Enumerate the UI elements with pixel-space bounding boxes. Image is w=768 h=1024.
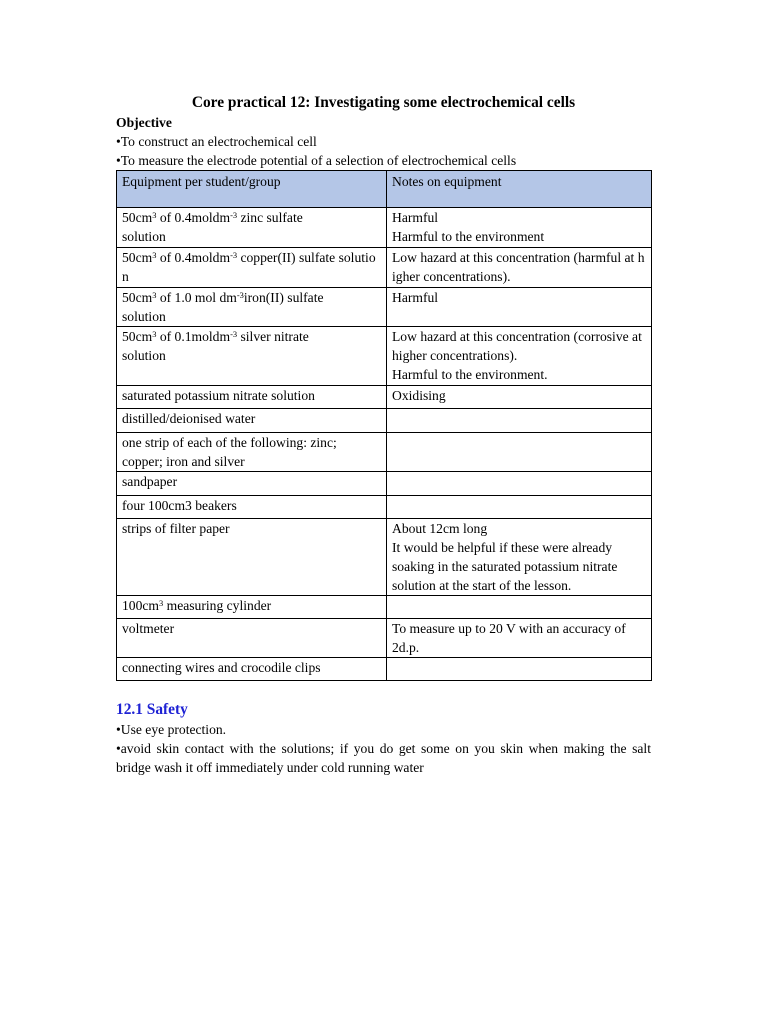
cell-text: Harmful to the environment. bbox=[392, 367, 548, 382]
equipment-cell bbox=[117, 433, 387, 472]
bullet-marker: • bbox=[116, 153, 121, 168]
cell-text: solution at the start of the lesson. bbox=[392, 578, 572, 593]
cell-text: distilled/deionised water bbox=[122, 411, 256, 426]
cell-line bbox=[122, 346, 381, 365]
superscript: 3 bbox=[152, 289, 157, 300]
cell-text: one strip of each of the following: zinc; bbox=[122, 435, 337, 450]
equipment-cell bbox=[117, 327, 387, 386]
cell-line bbox=[392, 638, 646, 657]
table-row bbox=[117, 658, 652, 681]
table-row bbox=[117, 327, 652, 386]
equipment-cell bbox=[117, 248, 387, 288]
cell-text: 50cm bbox=[122, 329, 153, 344]
objective-bullet bbox=[116, 132, 651, 151]
notes-cell bbox=[387, 658, 652, 681]
cell-line bbox=[122, 433, 381, 452]
safety-bullet bbox=[116, 739, 651, 758]
cell-text: 50cm bbox=[122, 290, 153, 305]
cell-line bbox=[392, 538, 646, 557]
cell-text: of 0.4moldm bbox=[156, 210, 231, 225]
cell-text: voltmeter bbox=[122, 621, 175, 636]
notes-cell bbox=[387, 433, 652, 472]
objective-heading: Objective bbox=[116, 115, 172, 130]
notes-cell bbox=[387, 327, 652, 386]
table-row bbox=[117, 496, 652, 519]
notes-cell bbox=[387, 208, 652, 248]
notes-cell bbox=[387, 619, 652, 658]
cell-line bbox=[392, 619, 646, 638]
superscript: 3 bbox=[159, 597, 164, 608]
header-text: Equipment per student/group bbox=[122, 174, 281, 189]
document-page bbox=[116, 93, 651, 777]
cell-line bbox=[392, 208, 646, 227]
table-row bbox=[117, 433, 652, 472]
safety-bullet bbox=[116, 720, 651, 739]
cell-line bbox=[122, 327, 381, 346]
superscript: -3 bbox=[236, 289, 244, 300]
cell-line bbox=[392, 227, 646, 246]
cell-text: sandpaper bbox=[122, 474, 178, 489]
safety-bullet-continuation bbox=[116, 758, 651, 777]
table-header-row bbox=[117, 171, 652, 208]
superscript: -3 bbox=[230, 209, 238, 220]
safety-heading: 12.1 Safety bbox=[116, 701, 188, 718]
equipment-cell bbox=[117, 596, 387, 619]
notes-cell bbox=[387, 409, 652, 433]
page-title: Core practical 12: Investigating some electrochemical cells bbox=[191, 94, 576, 111]
cell-text: soaking in the saturated potassium nitrate bbox=[392, 559, 618, 574]
equipment-cell bbox=[117, 409, 387, 433]
table-row bbox=[117, 208, 652, 248]
cell-text: saturated potassium nitrate solution bbox=[122, 388, 315, 403]
cell-text: iron(II) sulfate bbox=[243, 290, 324, 305]
equipment-header bbox=[117, 171, 387, 208]
cell-line bbox=[122, 307, 381, 326]
equipment-table bbox=[116, 170, 652, 681]
cell-text: of 0.1moldm bbox=[156, 329, 231, 344]
cell-line bbox=[392, 248, 646, 267]
notes-cell bbox=[387, 496, 652, 519]
safety-bullet-text: avoid skin contact with the solutions; if you do get some on you skin when making the salt bbox=[120, 741, 651, 756]
cell-line bbox=[122, 619, 381, 638]
cell-text: of 1.0 mol dm bbox=[156, 290, 237, 305]
table-row bbox=[117, 409, 652, 433]
notes-cell bbox=[387, 288, 652, 327]
cell-text: solution bbox=[122, 348, 166, 363]
cell-text: 50cm bbox=[122, 250, 153, 265]
notes-cell bbox=[387, 596, 652, 619]
equipment-cell bbox=[117, 619, 387, 658]
equipment-cell bbox=[117, 472, 387, 496]
table-row bbox=[117, 519, 652, 596]
table-row bbox=[117, 619, 652, 658]
superscript: -3 bbox=[230, 328, 238, 339]
cell-text: Harmful to the environment bbox=[392, 229, 545, 244]
cell-text: 50cm bbox=[122, 210, 153, 225]
bullet-marker: • bbox=[116, 741, 121, 756]
cell-text: zinc sulfate bbox=[237, 210, 303, 225]
cell-line bbox=[122, 472, 381, 491]
cell-text: of 0.4moldm bbox=[156, 250, 231, 265]
safety-bullet-text: bridge wash it off immediately under cold running water bbox=[116, 760, 424, 775]
cell-line bbox=[392, 365, 646, 384]
cell-text: solution bbox=[122, 309, 166, 324]
cell-text: About 12cm long bbox=[392, 521, 488, 536]
equipment-cell bbox=[117, 658, 387, 681]
equipment-cell bbox=[117, 386, 387, 409]
cell-text: copper; iron and silver bbox=[122, 454, 245, 469]
cell-text: 2d.p. bbox=[392, 640, 420, 655]
table-row bbox=[117, 386, 652, 409]
equipment-cell bbox=[117, 496, 387, 519]
objective-bullet bbox=[116, 151, 651, 170]
notes-cell bbox=[387, 248, 652, 288]
cell-text: Low hazard at this concentration (corrosive at bbox=[392, 329, 642, 344]
notes-cell bbox=[387, 386, 652, 409]
cell-line bbox=[122, 658, 381, 677]
objective-bullet-text: To measure the electrode potential of a selection of electrochemical cells bbox=[120, 153, 517, 168]
cell-line bbox=[122, 452, 381, 471]
cell-text: Harmful bbox=[392, 210, 439, 225]
cell-text: Oxidising bbox=[392, 388, 446, 403]
bullet-marker: • bbox=[116, 134, 121, 149]
equipment-cell bbox=[117, 288, 387, 327]
table-row bbox=[117, 288, 652, 327]
objective-bullet-text: To construct an electrochemical cell bbox=[120, 134, 317, 149]
cell-text: strips of filter paper bbox=[122, 521, 230, 536]
superscript: 3 bbox=[152, 328, 157, 339]
cell-text: copper(II) sulfate solutio bbox=[237, 250, 376, 265]
cell-text: measuring cylinder bbox=[163, 598, 272, 613]
cell-line bbox=[122, 409, 381, 428]
cell-line bbox=[122, 267, 381, 286]
cell-line bbox=[122, 248, 381, 267]
cell-line bbox=[392, 557, 646, 576]
bullet-marker: • bbox=[116, 722, 121, 737]
cell-line bbox=[122, 519, 381, 538]
superscript: 3 bbox=[152, 209, 157, 220]
cell-text: To measure up to 20 V with an accuracy of bbox=[392, 621, 626, 636]
cell-line bbox=[122, 288, 381, 307]
cell-line bbox=[392, 519, 646, 538]
header-text: Notes on equipment bbox=[392, 174, 502, 189]
cell-line bbox=[392, 267, 646, 286]
superscript: -3 bbox=[230, 249, 238, 260]
cell-line bbox=[392, 327, 646, 346]
cell-line bbox=[392, 346, 646, 365]
cell-line bbox=[122, 386, 381, 405]
cell-text: Harmful bbox=[392, 290, 439, 305]
cell-line bbox=[392, 288, 646, 307]
cell-text: n bbox=[122, 269, 129, 284]
notes-cell bbox=[387, 519, 652, 596]
table-row bbox=[117, 596, 652, 619]
cell-text: It would be helpful if these were already bbox=[392, 540, 613, 555]
table-row bbox=[117, 472, 652, 496]
notes-cell bbox=[387, 472, 652, 496]
notes-header bbox=[387, 171, 652, 208]
table-row bbox=[117, 248, 652, 288]
superscript: 3 bbox=[152, 249, 157, 260]
cell-text: four 100cm3 beakers bbox=[122, 498, 237, 513]
cell-text: 100cm bbox=[122, 598, 159, 613]
cell-line bbox=[392, 576, 646, 595]
equipment-table-body bbox=[117, 208, 652, 681]
cell-text: Low hazard at this concentration (harmful at h bbox=[392, 250, 645, 265]
cell-text: connecting wires and crocodile clips bbox=[122, 660, 321, 675]
cell-line bbox=[122, 496, 381, 515]
cell-line bbox=[122, 596, 381, 615]
cell-line bbox=[392, 386, 646, 405]
equipment-cell bbox=[117, 208, 387, 248]
cell-text: solution bbox=[122, 229, 166, 244]
cell-text: higher concentrations). bbox=[392, 348, 518, 363]
equipment-cell bbox=[117, 519, 387, 596]
cell-text: igher concentrations). bbox=[392, 269, 511, 284]
cell-line bbox=[122, 208, 381, 227]
safety-bullet-text: Use eye protection. bbox=[120, 722, 227, 737]
cell-line bbox=[122, 227, 381, 246]
cell-text: silver nitrate bbox=[237, 329, 309, 344]
